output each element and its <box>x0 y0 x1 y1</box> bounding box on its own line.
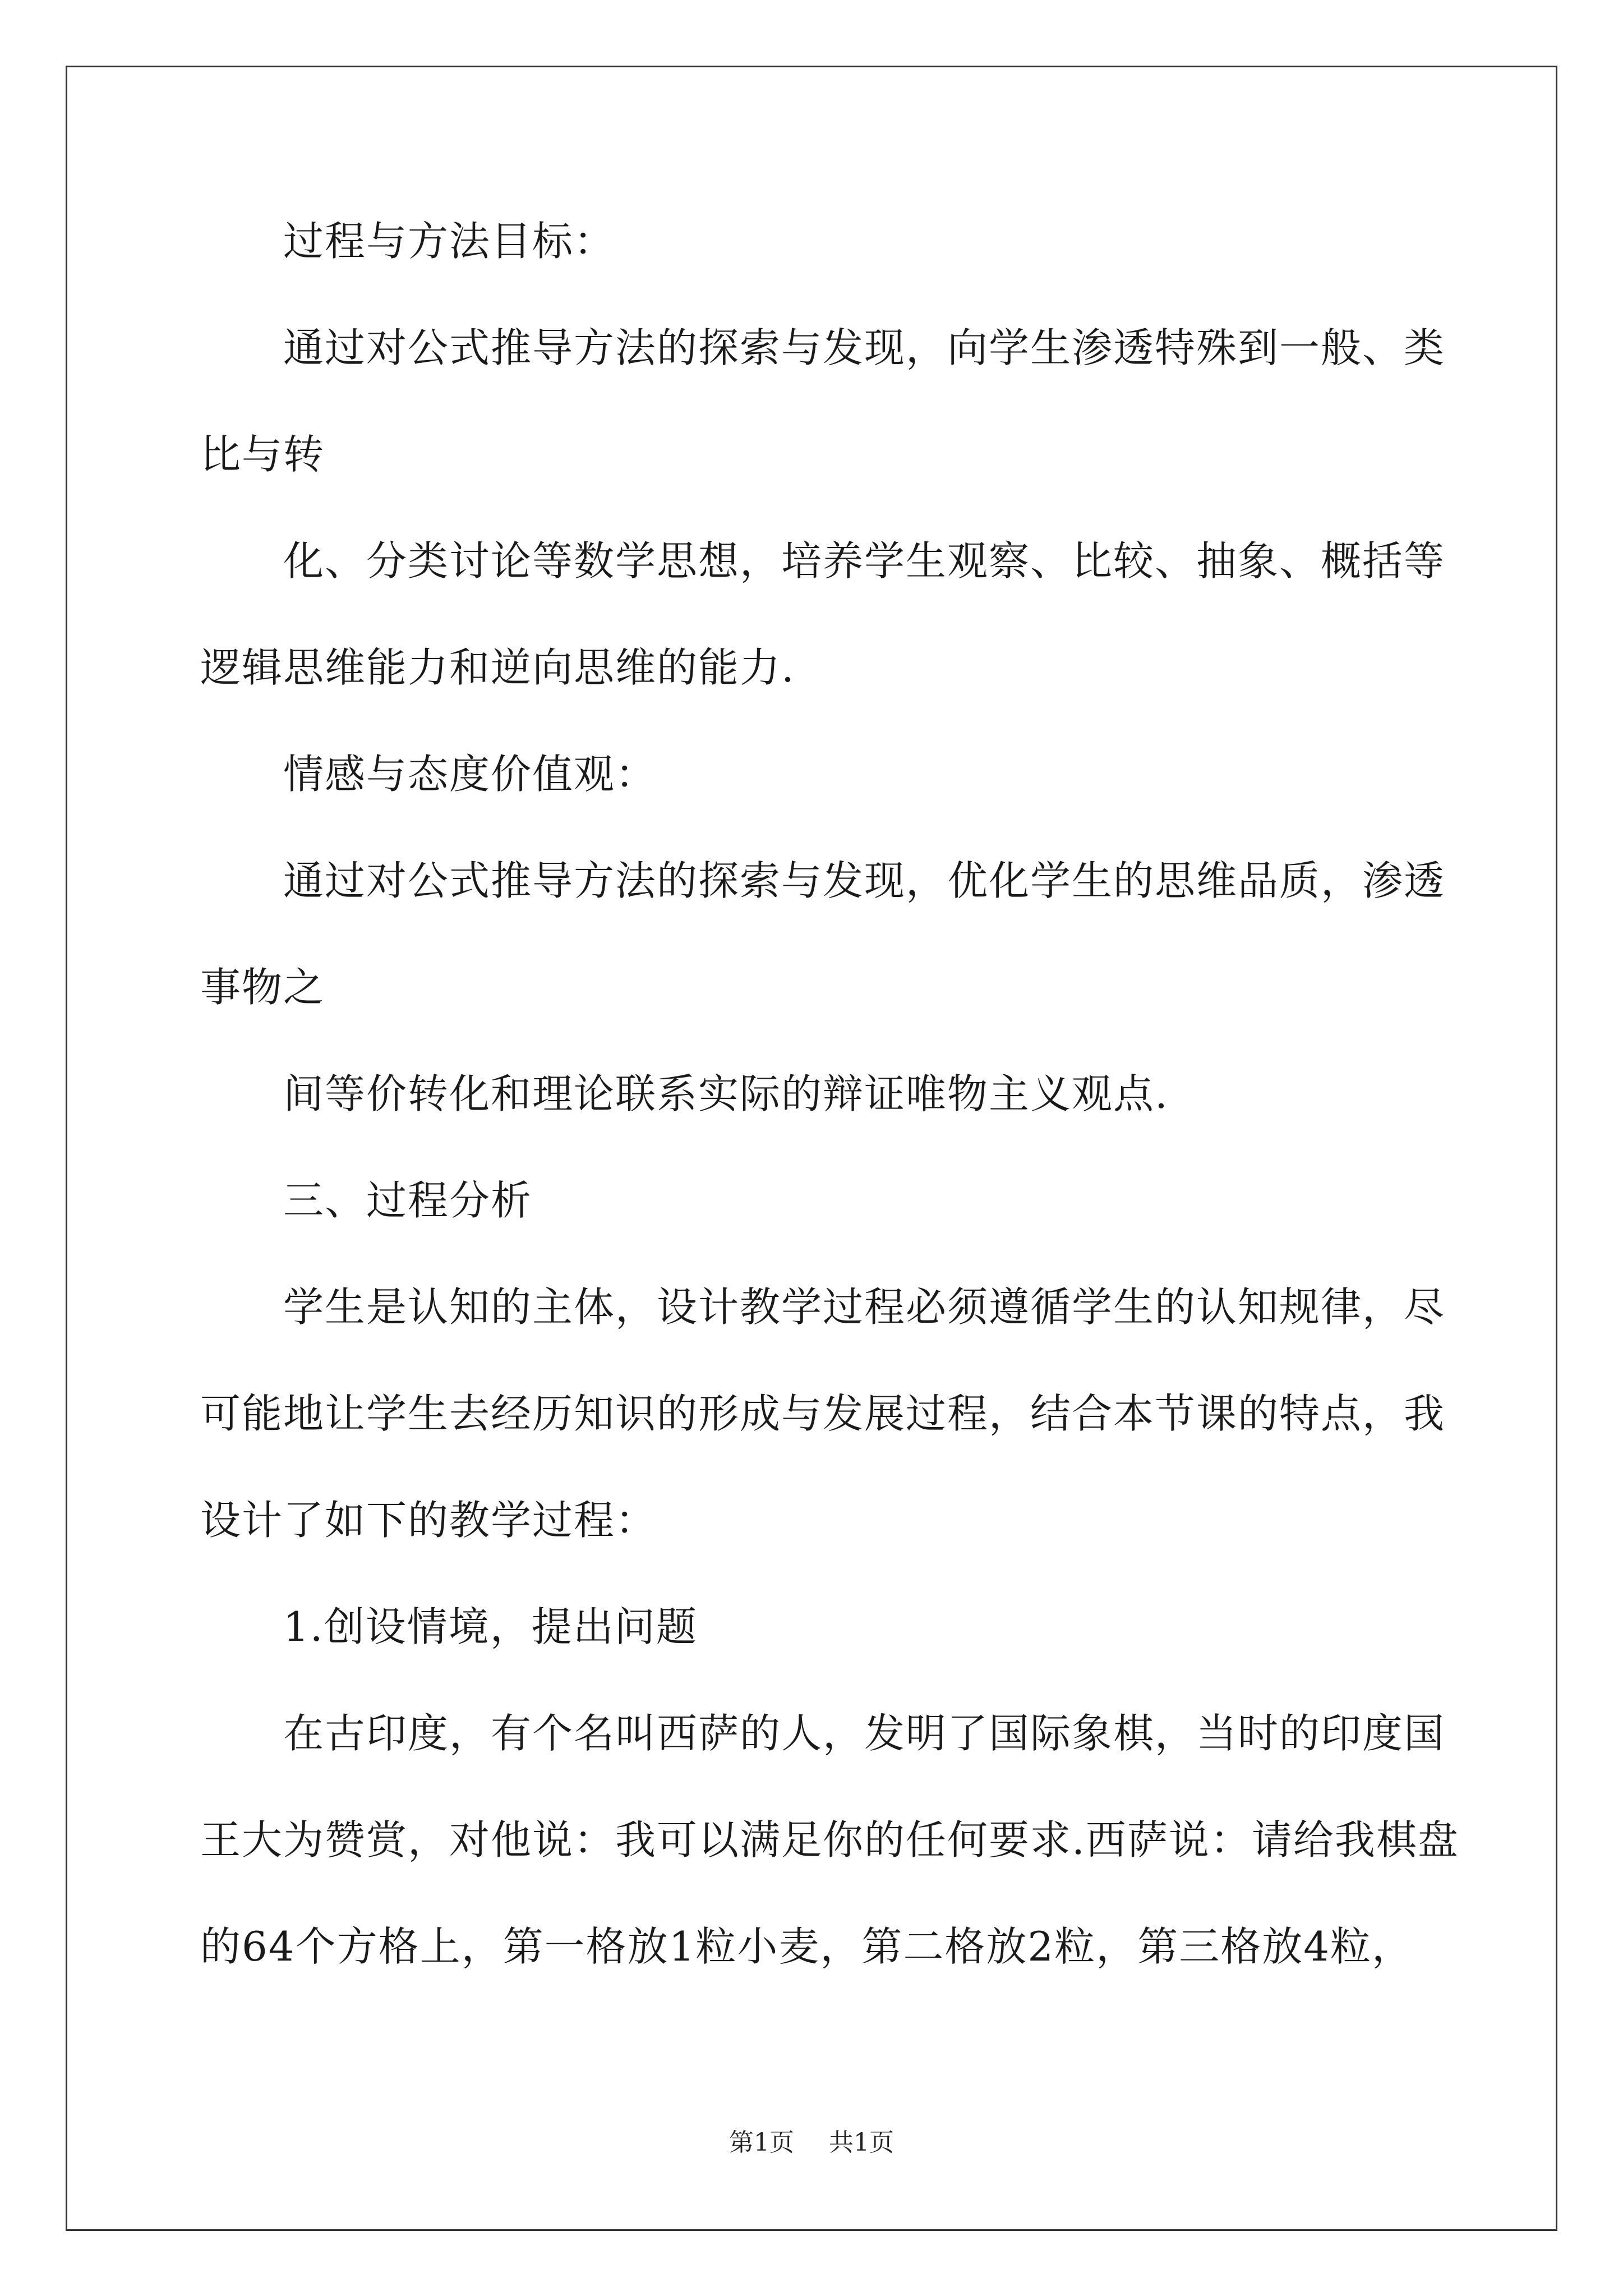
paragraph-line: 的64个方格上，第一格放1粒小麦，第二格放2粒，第三格放4粒， <box>200 1923 1414 1970</box>
paragraph-line: 事物之 <box>200 964 325 1011</box>
paragraph-line: 通过对公式推导方法的探索与发现，向学生渗透特殊到一般、类 <box>283 324 1446 371</box>
paragraph-line: 在古印度，有个名叫西萨的人，发明了国际象棋，当时的印度国 <box>283 1710 1446 1757</box>
subsection-heading: 1.创设情境，提出问题 <box>283 1603 698 1650</box>
paragraph-line: 学生是认知的主体，设计教学过程必须遵循学生的认知规律，尽 <box>283 1283 1446 1331</box>
page-border <box>66 66 1557 2231</box>
section-heading: 三、过程分析 <box>283 1177 533 1224</box>
page-number-current: 第1页 <box>729 2128 794 2157</box>
page-number-total: 共1页 <box>829 2128 894 2157</box>
paragraph-line: 可能地让学生去经历知识的形成与发展过程，结合本节课的特点，我 <box>200 1390 1446 1437</box>
paragraph-line: 设计了如下的教学过程： <box>200 1497 657 1544</box>
paragraph-line: 比与转 <box>200 431 325 478</box>
paragraph-line: 逻辑思维能力和逆向思维的能力. <box>200 644 795 691</box>
paragraph-line: 间等价转化和理论联系实际的辩证唯物主义观点. <box>283 1070 1169 1117</box>
paragraph-line: 化、分类讨论等数学思想，培养学生观察、比较、抽象、概括等 <box>283 537 1446 585</box>
paragraph-line: 通过对公式推导方法的探索与发现，优化学生的思维品质，渗透 <box>283 857 1446 904</box>
paragraph-line: 过程与方法目标： <box>283 218 616 265</box>
page-footer <box>0 2126 1623 2160</box>
paragraph-line: 情感与态度价值观： <box>283 751 657 798</box>
paragraph-line: 王大为赞赏，对他说：我可以满足你的任何要求.西萨说：请给我棋盘 <box>200 1816 1459 1864</box>
